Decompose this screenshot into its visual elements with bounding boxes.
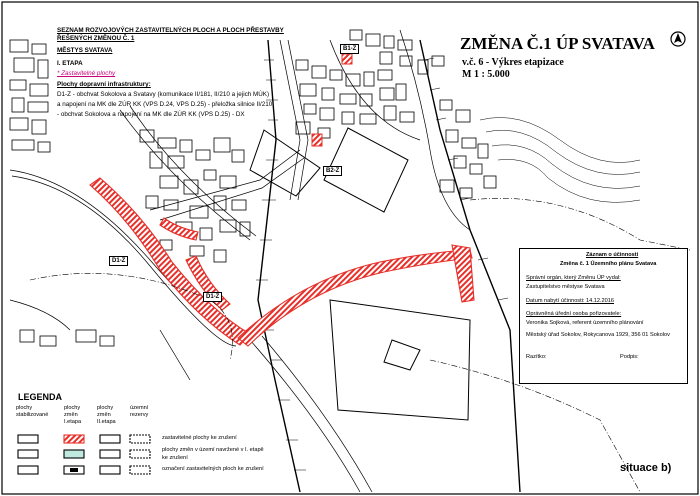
- map-label-b1z: B1-Z: [340, 44, 359, 54]
- map-scale: M 1 : 5.000: [462, 69, 510, 80]
- map-label-d1z-b: D1-Z: [203, 292, 222, 302]
- heading-zastavitelne: * Zastavitelné plochy: [57, 70, 116, 77]
- legend-swatches: [18, 435, 150, 474]
- infra-line-1: D1-Z - obchvat Sokolova a Svatavy (komunikace II/181, II/210 a jejich MÚK): [57, 91, 270, 98]
- contour-lines: [480, 118, 640, 203]
- notice-subtitle: Změna č. 1 Územního plánu Svatava: [560, 261, 657, 267]
- legend-row-2: plochy změn v území navržené v I. etapě: [162, 447, 264, 453]
- infra-line-3: - obchvat Sokolova a napojení na MK dle ZÚR KK (VPS D.25) - DX: [57, 111, 245, 118]
- north-arrow-icon: [671, 32, 685, 46]
- sheet-title: v.č. 6 - Výkres etapizace: [462, 57, 564, 68]
- d1z-corridor: [90, 178, 474, 346]
- legend-title: LEGENDA: [18, 392, 63, 402]
- notice-sign-label: Podpis:: [620, 354, 639, 360]
- legend-col-stabilized: plochy stabilizované: [16, 405, 49, 418]
- notice-date: Datum nabytí účinnosti: 14.12.2016: [526, 298, 615, 304]
- heading-line2: ŘEŠENÝCH ZMĚNOU Č. 1: [57, 35, 135, 42]
- legend-swatch-labels: [70, 468, 78, 472]
- effectiveness-notice: [519, 248, 688, 384]
- map-title: ZMĚNA Č.1 ÚP SVATAVA: [460, 34, 655, 53]
- notice-office-value: Městský úřad Sokolov, Rokycanova 1929, 356 01 Sokolov: [526, 332, 670, 338]
- legend-col-reserves: územní rezervy: [130, 405, 149, 418]
- map-label-d1z-a: D1-Z: [109, 256, 128, 266]
- infra-line-2: a napojení na MK dle ZÚR KK (VPS D.24, VPS D.25) - přeložka silnice II/210: [57, 101, 273, 108]
- notice-organ-label: Správní orgán, který Změnu ÚP vydal:: [526, 275, 621, 281]
- heading-infra: Plochy dopravní infrastruktury:: [57, 81, 151, 88]
- legend-row-3: označení zastavitelných ploch ke zrušení: [162, 466, 264, 472]
- heading-line1: SEZNAM ROZVOJOVÝCH ZASTAVITELNÝCH PLOCH A PLOCH PŘESTAVBY: [57, 27, 284, 34]
- legend-col-etapa1: plochy změn I.etapa: [64, 405, 82, 425]
- map-label-b2z: B2-Z: [323, 166, 342, 176]
- legend-row-1: zastavitelné plochy ke zrušení: [162, 435, 237, 441]
- boundary-line-3: [470, 198, 690, 250]
- notice-person-value: Veronika Sojková, referent územního plánování: [526, 320, 644, 326]
- notice-stamp-label: Razítko:: [526, 354, 547, 360]
- building-blocks: [10, 27, 496, 346]
- notice-organ-value: Zastupitelstvo městyse Svatava: [526, 284, 605, 290]
- heading-municipality: MĚSTYS SVATAVA: [57, 47, 113, 54]
- notice-title: Záznam o účinnosti: [586, 252, 639, 258]
- legend-col-etapa2: plochy změn II.etapa: [97, 405, 116, 425]
- heading-etapa: I. ETAPA: [57, 60, 83, 67]
- legend-row-2b: ke zrušení: [162, 455, 188, 461]
- notice-person-label: Oprávněná úřední osoba pořizovatele:: [526, 311, 622, 317]
- situation-label: situace b): [620, 462, 672, 474]
